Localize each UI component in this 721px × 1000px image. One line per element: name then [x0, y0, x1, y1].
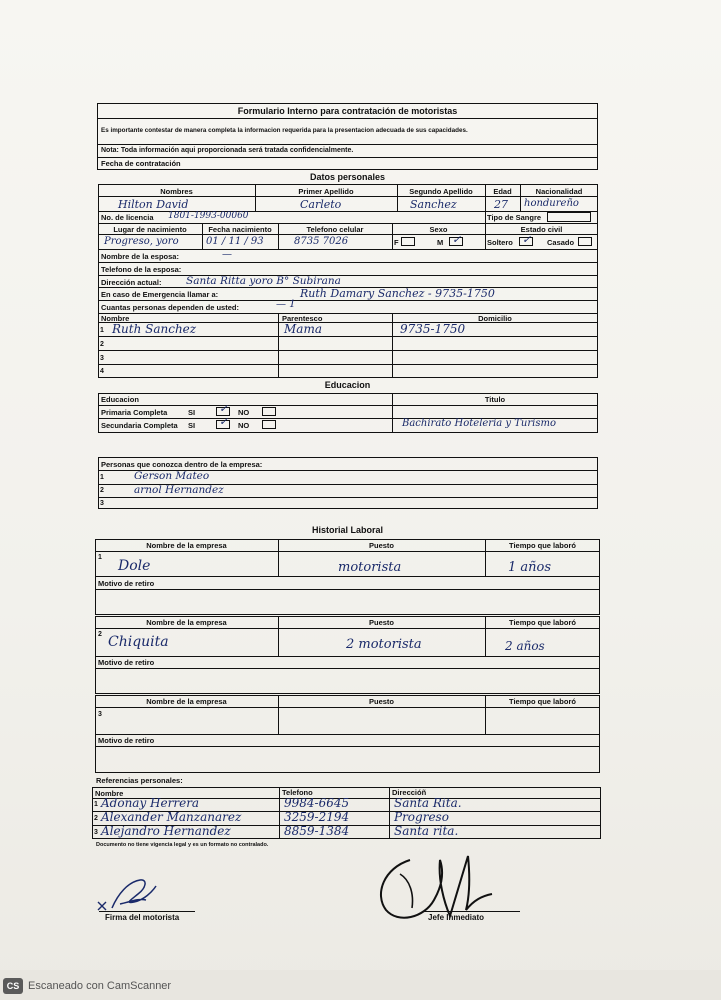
sexo-m-label: M — [437, 238, 444, 247]
form-intro: Es importante contestar de manera completa la informacion requerida para la presentacion adecuada de sus capacidades. — [101, 127, 468, 134]
ref-col-nombre: Nombre — [95, 789, 124, 798]
job-2-empresa: Chiquita — [108, 634, 169, 650]
dep-col-parentesco: Parentesco — [282, 314, 323, 323]
motorista-signature-label: Firma del motorista — [105, 913, 180, 922]
col-segundo-apellido: Segundo Apellido — [409, 187, 473, 196]
ref-2-direccion: Progreso — [394, 810, 449, 824]
edu-col-educacion: Educacion — [101, 395, 139, 404]
col-primer-apellido: Primer Apellido — [298, 187, 354, 196]
casado-label: Casado — [547, 238, 575, 247]
motorista-signature-line — [99, 911, 195, 912]
job-1-puesto: motorista — [338, 560, 402, 575]
job-2-puesto: 2 motorista — [346, 637, 422, 652]
job-1-tiempo: 1 años — [508, 560, 552, 575]
dependiente-1-domicilio: 9735-1750 — [400, 322, 466, 336]
esposa-label: Nombre de la esposa: — [101, 252, 179, 261]
secundaria-no-checkbox[interactable] — [262, 420, 276, 429]
job-2-motivo-label: Motivo de retiro — [98, 658, 155, 667]
dependen-label: Cuantas personas dependen de usted: — [101, 303, 239, 312]
personal-section-title: Datos personales — [309, 172, 386, 182]
ref-3-nombre: Alejandro Hernandez — [101, 824, 231, 838]
direccion-label: Dirección actual: — [101, 278, 162, 287]
jefe-signature-line — [424, 911, 520, 912]
ref-2-telefono: 3259-2194 — [284, 810, 350, 824]
dependen-value: — 1 — [276, 299, 296, 310]
titulo-value: Bachirato Hoteleria y Turismo — [402, 418, 556, 429]
soltero-check-mark: ✓ — [522, 233, 532, 246]
casado-checkbox[interactable] — [578, 237, 592, 246]
ref-1-direccion: Santa Rita. — [394, 796, 462, 810]
esposa-value: — — [222, 249, 232, 260]
sangre-label: Tipo de Sangre — [487, 213, 542, 222]
col-sexo: Sexo — [429, 225, 448, 234]
emergencia-value: Ruth Damary Sanchez - 9735-1750 — [300, 287, 495, 300]
ref-1-nombre: Adonay Herrera — [101, 796, 200, 810]
tel-esposa-label: Telefono de la esposa: — [101, 265, 182, 274]
nacionalidad-value: hondureño — [524, 198, 579, 209]
segundo-apellido-value: Sanchez — [410, 198, 457, 211]
sangre-field[interactable] — [547, 212, 591, 222]
primaria-label: Primaria Completa — [101, 408, 168, 417]
emergencia-label: En caso de Emergencia llamar a: — [101, 290, 219, 299]
ref-1-telefono: 9984-6645 — [284, 796, 350, 810]
secundaria-label: Secundaria Completa — [101, 421, 178, 430]
col-lugar: Lugar de nacimiento — [113, 225, 187, 234]
dep-col-domicilio: Domicilio — [478, 314, 512, 323]
sexo-f-label: F — [394, 238, 399, 247]
known-people-label: Personas que conozca dentro de la empresa: — [101, 460, 263, 469]
ref-2-nombre: Alexander Manzanarez — [101, 810, 242, 824]
ref-3-direccion: Santa rita. — [394, 824, 459, 838]
col-edad: Edad — [493, 187, 512, 196]
scanner-text: Escaneado con CamScanner — [28, 980, 172, 992]
footer-note: Documento no tiene vigencia legal y es un formato no contralado. — [96, 842, 269, 848]
direccion-value: Santa Ritta yoro B° Subirana — [186, 275, 341, 287]
col-nombres: Nombres — [160, 187, 193, 196]
known-person-1: Gerson Mateo — [134, 470, 210, 482]
motorista-signature — [94, 874, 174, 914]
ref-3-telefono: 8859-1384 — [284, 824, 350, 838]
nombres-value: Hilton David — [118, 198, 189, 211]
col-nacionalidad: Nacionalidad — [535, 187, 583, 196]
licencia-label: No. de licencia — [101, 213, 154, 222]
col-telefono: Telefono celular — [306, 225, 364, 234]
job-1-empresa: Dole — [118, 558, 151, 574]
job-col-tiempo: Tiempo que laboró — [509, 541, 576, 550]
lugar-value: Progreso, yoro — [104, 236, 179, 247]
form-title: Formulario Interno para contratación de motoristas — [237, 106, 458, 116]
fecha-value: 01 / 11 / 93 — [206, 236, 264, 247]
sexo-m-check-mark: ✓ — [452, 233, 462, 246]
job-2-tiempo: 2 años — [505, 639, 545, 653]
ref-col-telefono: Telefono — [282, 788, 313, 797]
camscanner-logo: CS — [3, 978, 23, 994]
job-col-puesto: Puesto — [368, 541, 394, 550]
telefono-value: 8735 7026 — [294, 236, 349, 247]
dep-col-nombre: Nombre — [101, 314, 130, 323]
job-col-empresa: Nombre de la empresa — [146, 541, 227, 550]
dependiente-1-nombre: Ruth Sanchez — [112, 322, 197, 336]
job-1-motivo-label: Motivo de retiro — [98, 579, 155, 588]
col-estado-civil: Estado civil — [520, 225, 563, 234]
hire-date-label: Fecha de contratación — [101, 159, 181, 168]
col-fecha: Fecha nacimiento — [208, 225, 272, 234]
dependiente-1-parentesco: Mama — [284, 322, 322, 336]
primer-apellido-value: Carleto — [300, 198, 342, 211]
edu-col-titulo: Titulo — [484, 395, 506, 404]
known-person-2: arnol Hernandez — [134, 484, 224, 496]
work-section-title: Historial Laboral — [311, 525, 383, 535]
job-3-motivo-label: Motivo de retiro — [98, 736, 155, 745]
education-section-title: Educacion — [324, 380, 371, 390]
primaria-no-checkbox[interactable] — [262, 407, 276, 416]
edad-value: 27 — [494, 198, 508, 211]
soltero-label: Soltero — [487, 238, 513, 247]
form-note: Nota: Toda información aqui proporcionada será tratada confidencialmente. — [101, 147, 354, 154]
ref-col-direccion: Direccióñ — [392, 788, 427, 797]
sexo-f-checkbox[interactable] — [401, 237, 415, 246]
references-label: Referencias personales: — [96, 776, 183, 785]
jefe-signature-label: Jefe Inmediato — [428, 913, 485, 922]
licencia-value: 1801-1993-00060 — [168, 211, 249, 221]
